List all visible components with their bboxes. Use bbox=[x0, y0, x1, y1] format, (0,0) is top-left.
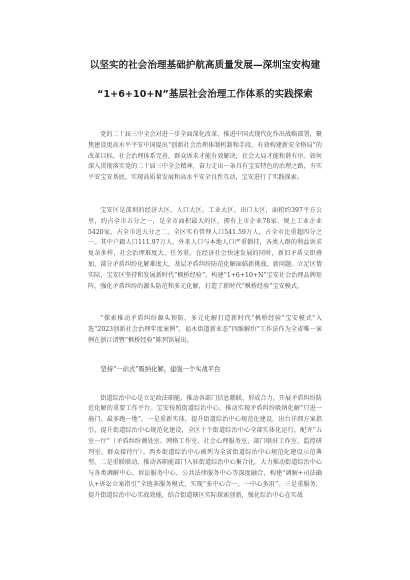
section-paragraph: 街道综治中心是立足政法职能，推动各部门信息耦联、形成合力，开展矛盾纠纷防范化解的重要工作平台。宝安按照街道综治中心，推动实现矛盾纠纷吸纳化解“只进一扇门、最多跑一地”。一是重新实体，提升街道综治中心规范化建设，出台详细方案指引，提升街道综治中心规范化建设，全区十个街道综治中心全部实体化运行，配齐“五室一厅”（矛盾纠纷调处室、网格工作室、社会心理服务室、部门联驻工作室、监控研判室、群众接待厅）。西乡街道综治中心被列为全省街道综治中心规范化建设示范典型。二是重联联动，推动各职能部门入驻街道综治中心集合化。大力推动街道综治中心与各类调解中心、诉讼服务中心、公共法律服务中心等深度融合，构建“调解+司法确认+诉讼立案指引”全链条服务模式，实现“多中心合一、一中心多用”。三是重服务，提升街道综治中心实战效能，结合街道辖区实际探索创新，强化综治中心在实战 bbox=[88, 394, 322, 499]
spacer bbox=[88, 102, 322, 130]
intro-paragraph: 党的二十届三中全会对进一步全面深化改革、推进中国式现代化作出战略部署，聚焦建设更高水平平安中国提出“创新社会治理体制机制和手段，有效构建新安全格局”的改革目标。社会治理体系完善，群众诉求才能有效解决，社会大局才能和谐有序。如何深入贯彻落实党的二十届三中全会精神，奋力走出一条具有宝安特色的治理之路，夯实平安宝安基底，实现高质量发展和高水平安全良性互动，宝安进行了实践探索。 bbox=[88, 131, 322, 182]
award-paragraph: “探索推动矛盾纠纷源头预防、多元化解打造新时代“枫桥经验”宝安模式”入选“2023创新社会治理年度案例”，福永街道新业态“四维解纷”工作法作为全省唯一案例在浙江诸暨“枫桥经验”陈列馆展出。 bbox=[88, 315, 322, 344]
spacer bbox=[88, 184, 322, 206]
document-title-line-2: “1+6+10+N”基层社会治理工作体系的实践探索 bbox=[97, 89, 313, 100]
spacer bbox=[88, 292, 322, 314]
background-paragraph: 宝安区是深圳的经济大区、人口大区、工业大区、出口大区，面积约397平方公里，约占全市五分之一，是全市面积最大的区，拥有上市企业78家、规上工业企业5420家，占全市近五分之二，全区实有管理人口541.59万人，占全市比重超四分之一。其中户籍人口111.97万人，外来人口与本地人口严重倒挂，各类人群的利益诉求复杂多样，社会治理难度大、任务重。在经济社会快速发展的同时，新旧矛盾交织叠加，部分矛盾纠纷化解难度大，基层矛盾纠纷防范化解面临新挑战、新问题。立足区情实际，宝安区坚持和发展新时代“枫桥经验”，构建“1+6+10+N”宝安社会治理品牌矩阵，强化矛盾纠纷的源头防范和多元化解，打造了新时代“枫桥经验”宝安模式。 bbox=[88, 206, 322, 290]
document-title-line-1: 以坚实的社会治理基础护航高质量发展—深圳宝安构建 bbox=[89, 60, 321, 71]
section-heading: 坚持“一站式”吸纳化解，建强一个实战平台 bbox=[100, 365, 221, 373]
spacer bbox=[88, 347, 322, 365]
spacer bbox=[88, 376, 322, 394]
